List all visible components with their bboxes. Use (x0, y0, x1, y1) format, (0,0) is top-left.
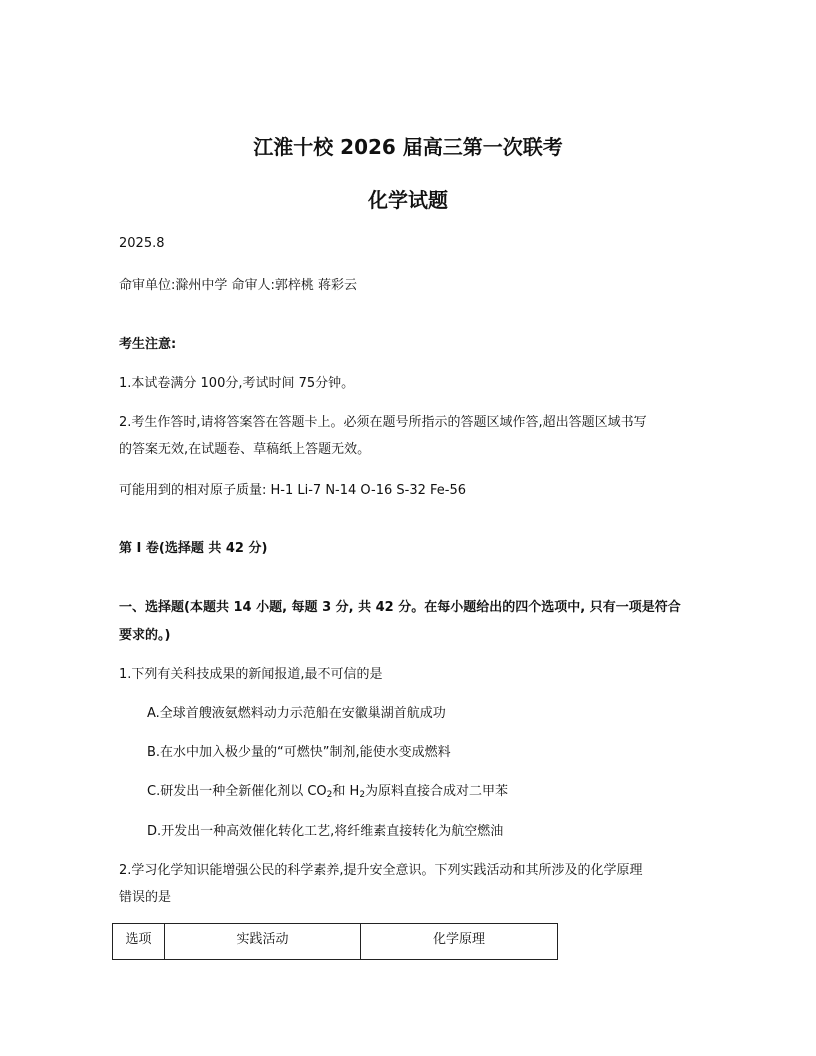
part-title: 第 I 卷(选择题 共 42 分) (119, 541, 268, 556)
section-instructions-line-1: 一、选择题(本题共 14 小题, 每题 3 分, 共 42 分。在每小题给出的四个选项中, 只有一项是符合 (119, 600, 681, 615)
table-header-row (113, 924, 558, 960)
question-2-stem-line-2: 错误的是 (119, 890, 172, 905)
table-header-option: 选项 (113, 924, 165, 960)
notice-item-2-line-2: 的答案无效,在试题卷、草稿纸上答题无效。 (119, 442, 371, 457)
question-1-stem: 1.下列有关科技成果的新闻报道,最不可信的是 (119, 667, 383, 682)
table-header-activity: 实践活动 (165, 924, 361, 960)
option-c-text-3: 为原料直接合成对二甲苯 (365, 784, 509, 799)
question-2-table (112, 923, 558, 960)
notice-item-2-line-1: 2.考生作答时,请将答案答在答题卡上。必须在题号所指示的答题区域作答,超出答题区域书写 (119, 415, 647, 430)
question-1-option-d: D.开发出一种高效催化转化工艺,将纤维素直接转化为航空燃油 (147, 824, 504, 839)
option-c-text-1: C.研发出一种全新催化剂以 CO (147, 784, 327, 799)
question-1-option-a: A.全球首艘液氨燃料动力示范船在安徽巢湖首航成功 (147, 706, 446, 721)
option-c-subscript-2: 2 (359, 790, 366, 800)
option-c-text-2: 和 H (332, 784, 360, 799)
exam-title: 江淮十校 2026 届高三第一次联考 (253, 135, 563, 159)
table-header-principle: 化学原理 (361, 924, 558, 960)
section-instructions-line-2: 要求的。) (119, 628, 171, 643)
option-c-subscript-1: 2 (326, 790, 333, 800)
notice-heading: 考生注意: (119, 337, 177, 352)
question-1-option-b: B.在水中加入极少量的“可燃快”制剂,能使水变成燃料 (147, 745, 451, 760)
question-1-option-c (147, 780, 508, 800)
question-2-stem-line-1: 2.学习化学知识能增强公民的科学素养,提升安全意识。下列实践活动和其所涉及的化学原理 (119, 863, 643, 878)
notice-item-1: 1.本试卷满分 100分,考试时间 75分钟。 (119, 376, 355, 391)
atomic-masses: 可能用到的相对原子质量: H-1 Li-7 N-14 O-16 S-32 Fe-56 (119, 483, 466, 498)
exam-date: 2025.8 (119, 236, 165, 251)
exam-subtitle: 化学试题 (368, 188, 448, 212)
exam-authors: 命审单位:滁州中学 命审人:郭梓桃 蒋彩云 (119, 278, 358, 293)
